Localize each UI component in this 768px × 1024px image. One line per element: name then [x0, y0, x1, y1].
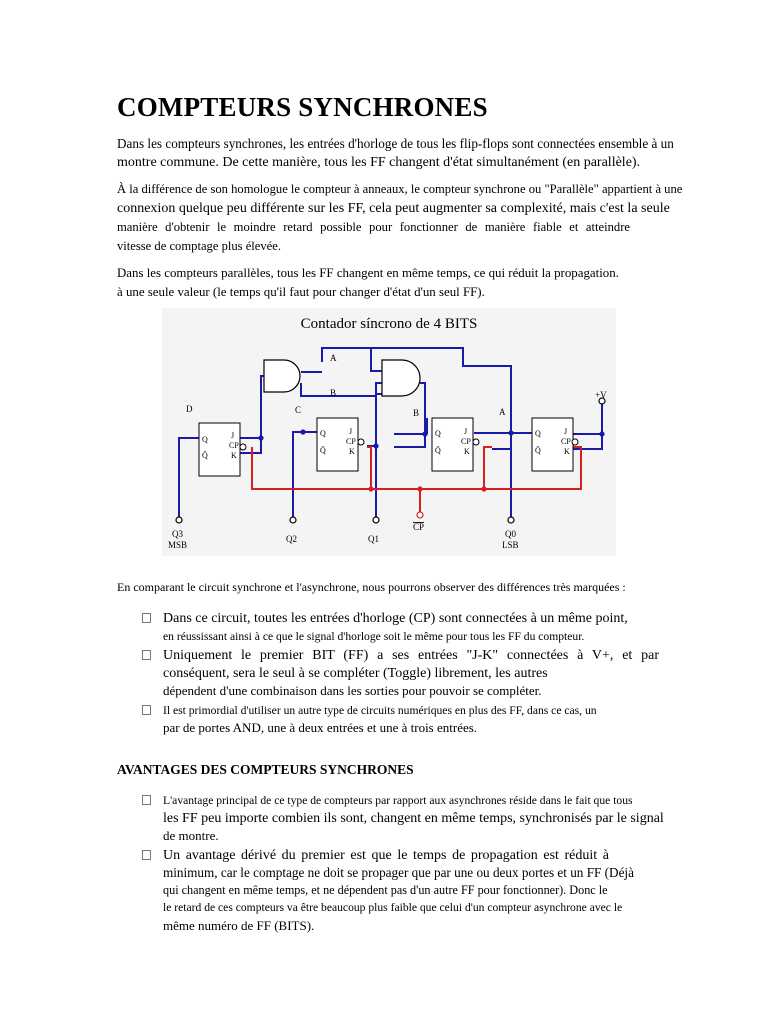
label-gate-b: B — [330, 388, 337, 398]
text-line: minimum, car le comptage ne doit se propager que par une ou deux portes et un FF (Déjà — [163, 865, 634, 880]
and-gate-3-input — [382, 360, 420, 396]
text-line: Dans les compteurs synchrones, les entrées d'horloge de tous les flip-flops sont connectées ensemble à un — [117, 136, 674, 151]
svg-text:J: J — [349, 427, 353, 436]
svg-text:K: K — [564, 447, 570, 456]
text-line: Un avantage dérivé du premier est que le temps de propagation est réduit à — [163, 847, 609, 863]
and-gates — [264, 360, 420, 396]
text-line: dépendent d'une combinaison dans les sorties pour pouvoir se compléter. — [163, 683, 542, 698]
text-line: les FF peu importe combien ils sont, changent en même temps, synchronisés par le signal — [163, 810, 664, 826]
list-item — [142, 702, 662, 737]
differences-list — [142, 610, 662, 739]
label-c: C — [295, 405, 302, 415]
text-line: le retard de ces compteurs va être beaucoup plus faible que celui d'un compteur asynchrone avec le — [163, 901, 623, 914]
text-line: L'avantage principal de ce type de compteurs par rapport aux asynchrones réside dans le fait que tous — [163, 794, 633, 807]
svg-text:CP: CP — [461, 437, 471, 446]
svg-text:Q̄: Q̄ — [202, 451, 208, 460]
clock-terminal — [417, 512, 423, 518]
label-cp: CP — [413, 522, 425, 532]
text-line: manière d'obtenir le moindre retard possible pour fonctionner de manière fiable et atteindre — [117, 220, 630, 234]
svg-text:J: J — [464, 427, 468, 436]
flip-flops — [199, 418, 573, 476]
flip-flop-b — [432, 418, 473, 471]
label-b: B — [413, 408, 420, 418]
bullet-icon — [142, 705, 151, 715]
label-gate-a: A — [330, 353, 337, 363]
paragraph-intro — [117, 134, 677, 172]
text-line: montre commune. De cette manière, tous les FF changent d'état simultanément (en parallèle). — [117, 155, 641, 170]
svg-text:K: K — [349, 447, 355, 456]
text-line: en réussissant ainsi à ce que le signal d'horloge soit le même pour tous les FF du compteur. — [163, 629, 585, 643]
svg-text:K: K — [464, 447, 470, 456]
text-line: même numéro de FF (BITS). — [163, 917, 315, 933]
label-msb: MSB — [168, 540, 188, 550]
svg-text:Q: Q — [435, 429, 441, 438]
text-line: Dans les compteurs parallèles, tous les FF changent en même temps, ce qui réduit la propagation. — [117, 266, 619, 280]
list-item — [142, 610, 662, 645]
list-item — [142, 647, 662, 700]
bullet-icon — [142, 795, 151, 805]
svg-text:J: J — [564, 427, 568, 436]
clock-bubbles — [240, 439, 578, 450]
and-gate-2-input — [264, 360, 300, 392]
advantages-list — [142, 792, 662, 936]
text-line: connexion quelque peu différente sur les FF, cela peut augmenter sa complexité, mais c'est la seule — [117, 201, 670, 216]
label-lsb: LSB — [502, 540, 519, 550]
label-q3: Q3 — [172, 529, 183, 539]
paragraph-ring-comparison — [117, 180, 683, 256]
label-q1: Q1 — [368, 534, 379, 544]
svg-text:Q̄: Q̄ — [320, 446, 326, 455]
list-item — [142, 792, 662, 845]
svg-text:CP: CP — [229, 441, 239, 450]
flip-flop-c — [317, 418, 358, 471]
svg-text:K: K — [231, 451, 237, 460]
text-line: À la différence de son homologue le compteur à anneaux, le compteur synchrone ou "Parallèle" appartient à une — [117, 182, 683, 196]
svg-text:J: J — [231, 431, 235, 440]
text-line: Il est primordial d'utiliser un autre type de circuits numériques en plus des FF, dans ce cas, un — [163, 703, 597, 717]
svg-text:CP: CP — [561, 437, 571, 446]
label-d: D — [186, 404, 193, 414]
document-page — [117, 90, 683, 302]
flip-flop-d — [199, 423, 240, 476]
counter-circuit-diagram — [162, 308, 616, 556]
text-line: Uniquement le premier BIT (FF) a ses entrées "J-K" connectées à V+, et par — [163, 648, 659, 663]
label-vplus: +V — [595, 390, 607, 400]
bullet-icon — [142, 613, 151, 623]
text-line: vitesse de comptage plus élevée. — [117, 239, 282, 253]
paragraph-parallel — [117, 264, 677, 302]
svg-text:Q: Q — [535, 429, 541, 438]
bullet-icon — [142, 850, 151, 860]
text-line: qui changent en même temps, et ne dépendent pas d'un autre FF pour fonctionner). Donc le — [163, 882, 608, 897]
label-a: A — [499, 407, 506, 417]
svg-text:Q: Q — [202, 435, 208, 444]
svg-text:CP: CP — [346, 437, 356, 446]
page-title: COMPTEURS SYNCHRONES — [117, 92, 488, 122]
text-line: par de portes AND, une à deux entrées et une à trois entrées. — [163, 720, 478, 735]
list-item — [142, 847, 662, 935]
circuit-svg — [162, 308, 616, 556]
label-q2: Q2 — [286, 534, 297, 544]
text-line: conséquent, sera le seul à se compléter (Toggle) librement, les autres — [163, 665, 548, 681]
bullet-icon — [142, 650, 151, 660]
label-q0: Q0 — [505, 529, 516, 539]
svg-text:Q̄: Q̄ — [535, 446, 541, 455]
section-heading: AVANTAGES DES COMPTEURS SYNCHRONES — [117, 762, 414, 777]
flip-flop-a — [532, 418, 573, 471]
text-line: de montre. — [163, 828, 219, 843]
text-line: Dans ce circuit, toutes les entrées d'horloge (CP) sont connectées à un même point, — [163, 611, 628, 626]
svg-text:Q: Q — [320, 429, 326, 438]
comparison-intro: En comparant le circuit synchrone et l'asynchrone, nous pourrons observer des différences très marquées : — [117, 580, 626, 594]
svg-text:Q̄: Q̄ — [435, 446, 441, 455]
diagram-title: Contador síncrono de 4 BITS — [300, 316, 478, 332]
text-line: à une seule valeur (le temps qu'il faut pour changer d'état d'un seul FF). — [117, 285, 485, 299]
